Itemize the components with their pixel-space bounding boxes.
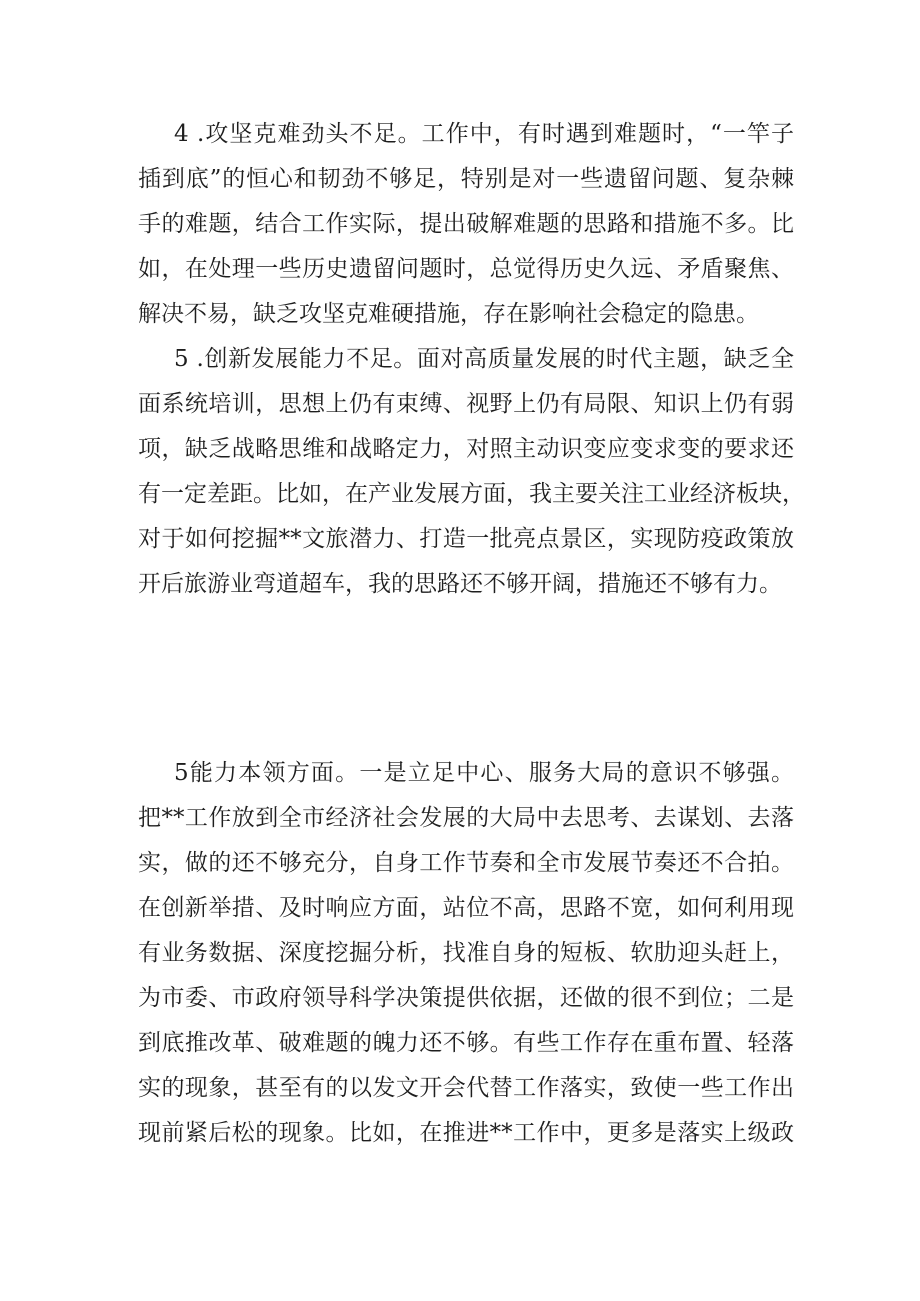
paragraph-capability-skills [138, 751, 794, 1156]
text-line: 到底推改革、破难题的魄力还不够。有些工作存在重布置、轻落 [138, 1030, 794, 1056]
text-line: 手的难题，结合工作实际，提出破解难题的思路和措施不多。比 [138, 211, 794, 237]
text-line: 5能力本领方面。一是立足中心、服务大局的意识不够强。 [174, 760, 794, 786]
text-line: 5 .创新发展能力不足。面对高质量发展的时代主题，缺乏全 [174, 346, 794, 372]
text-line: 有一定差距。比如，在产业发展方面，我主要关注工业经济板块， [138, 481, 805, 507]
text-line: 面系统培训，思想上仍有束缚、视野上仍有局限、知识上仍有弱 [138, 391, 794, 417]
text-line: 4 .攻坚克难劲头不足。工作中，有时遇到难题时，“一竿子 [174, 121, 794, 147]
text-line: 如，在处理一些历史遗留问题时，总觉得历史久远、矛盾聚焦、 [138, 256, 794, 282]
text-line: 把**工作放到全市经济社会发展的大局中去思考、去谋划、去落 [138, 805, 794, 831]
text-line: 对于如何挖掘**文旅潜力、打造一批亮点景区，实现防疫政策放 [138, 526, 794, 552]
text-line: 实，做的还不够充分，自身工作节奏和全市发展节奏还不合拍。 [138, 850, 794, 876]
text-line: 为市委、市政府领导科学决策提供依据，还做的很不到位；二是 [138, 985, 794, 1011]
text-line: 项，缺乏战略思维和战略定力，对照主动识变应变求变的要求还 [138, 436, 794, 462]
text-line: 在创新举措、及时响应方面，站位不高，思路不宽，如何利用现 [138, 895, 794, 921]
paragraph-innovation-ability [138, 337, 805, 607]
paragraph-attack-difficulties [138, 112, 794, 337]
text-line: 有业务数据、深度挖掘分析，找准自身的短板、软肋迎头赶上， [138, 940, 794, 966]
text-line: 现前紧后松的现象。比如，在推进**工作中，更多是落实上级政 [138, 1120, 794, 1146]
text-line: 插到底”的恒心和韧劲不够足，特别是对一些遗留问题、复杂棘 [138, 166, 794, 192]
text-line: 开后旅游业弯道超车，我的思路还不够开阔，措施还不够有力。 [138, 571, 782, 597]
text-line: 解决不易，缺乏攻坚克难硬措施，存在影响社会稳定的隐患。 [138, 301, 759, 327]
text-line: 实的现象，甚至有的以发文开会代替工作落实，致使一些工作出 [138, 1075, 794, 1101]
